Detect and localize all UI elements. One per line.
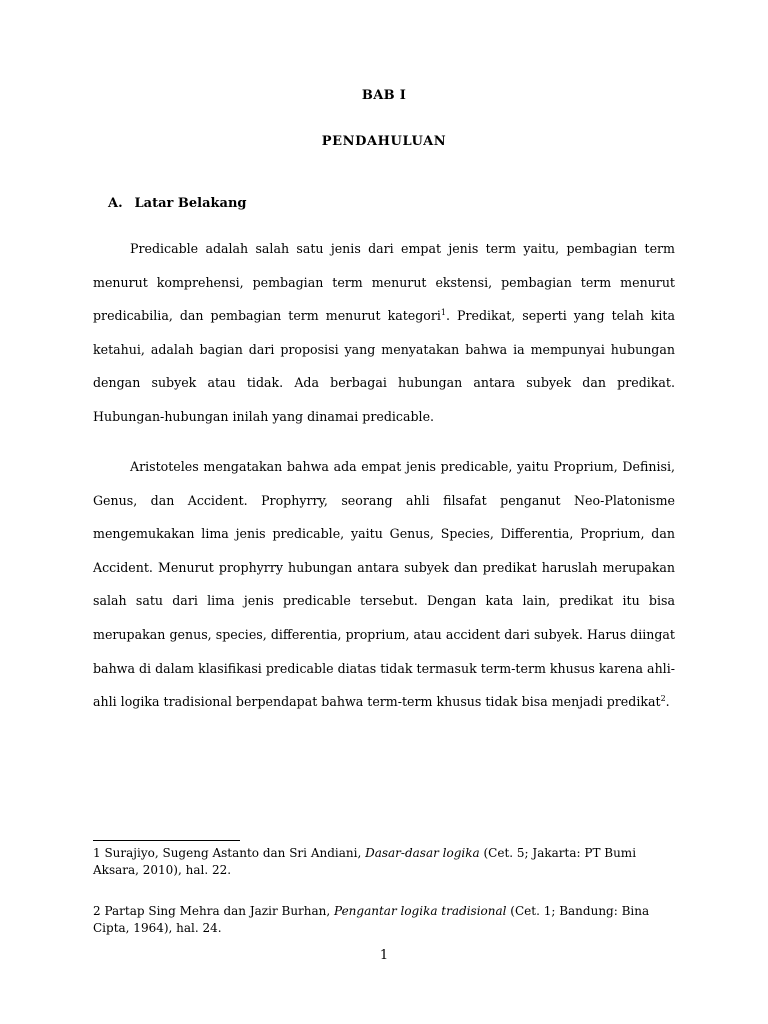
section-heading (108, 196, 247, 211)
section-number: A. (108, 196, 123, 211)
paragraph-1-text-a: Predicable adalah salah satu jenis dari empat jenis term yaitu, pembagian term menurut komprehensi, pembagian term menurut ekstensi, pembagian term menurut predicabilia, dan pembagian term menurut kategori (93, 241, 675, 324)
chapter-heading: BAB I (361, 88, 407, 103)
paragraph-2 (93, 450, 675, 719)
footnote-2-title: Pengantar logika tradisional (334, 904, 507, 918)
footnote-1-text-a: 1 Surajiyo, Sugeng Astanto dan Sri Andiani, (93, 846, 366, 860)
chapter-title: PENDAHULUAN (321, 134, 447, 149)
footnote-ref-1: 1 (440, 308, 447, 317)
paragraph-2-text-b: . (665, 694, 670, 710)
footnote-2 (93, 903, 683, 937)
section-title: Latar Belakang (134, 196, 247, 211)
footnote-1-title: Dasar-dasar logika (365, 846, 480, 860)
paragraph-1 (93, 232, 675, 434)
footnote-2-text-a: 2 Partap Sing Mehra dan Jazir Burhan, (93, 904, 335, 918)
footnote-separator (93, 840, 240, 841)
footnote-1-text-b: (Cet. 5; Jakarta: PT Bumi Aksara, 2010), hal. 22. (93, 846, 637, 877)
paragraph-1-text-b: . Predikat, seperti yang telah kita ketahui, adalah bagian dari proposisi yang menyatakan bahwa ia mempunyai hubungan dengan subyek atau tidak. Ada berbagai hubungan antara subyek dan predikat. Hubungan-hubungan inilah yang dinamai predicable. (93, 308, 676, 424)
footnote-ref-2: 2 (660, 693, 666, 703)
paragraph-2-text-a: Aristoteles mengatakan bahwa ada empat jenis predicable, yaitu Proprium, Definisi, Genus, dan Accident. Prophyrry, seorang ahli filsafat penganut Neo-Platonisme mengemukakan lima jenis predicable, yaitu Genus, Species, Differentia, Proprium, dan Accident. Menurut prophyrry hubungan antara subyek dan predikat haruslah merupakan salah satu dari lima jenis predicable tersebut. Dengan kata lain, predikat itu bisa merupakan genus, species, differentia, proprium, atau accident dari subyek. Harus diingat bahwa di dalam klasifikasi predicable diatas tidak termasuk term-term khusus karena ahli-ahli logika tradisional berpendapat bahwa term-term khusus tidak bisa menjadi predikat (93, 459, 675, 710)
page-number: 1 (379, 948, 389, 963)
footnote-1 (93, 845, 683, 879)
footnote-2-text-b: (Cet. 1; Bandung: Bina Cipta, 1964), hal. 24. (93, 904, 650, 935)
